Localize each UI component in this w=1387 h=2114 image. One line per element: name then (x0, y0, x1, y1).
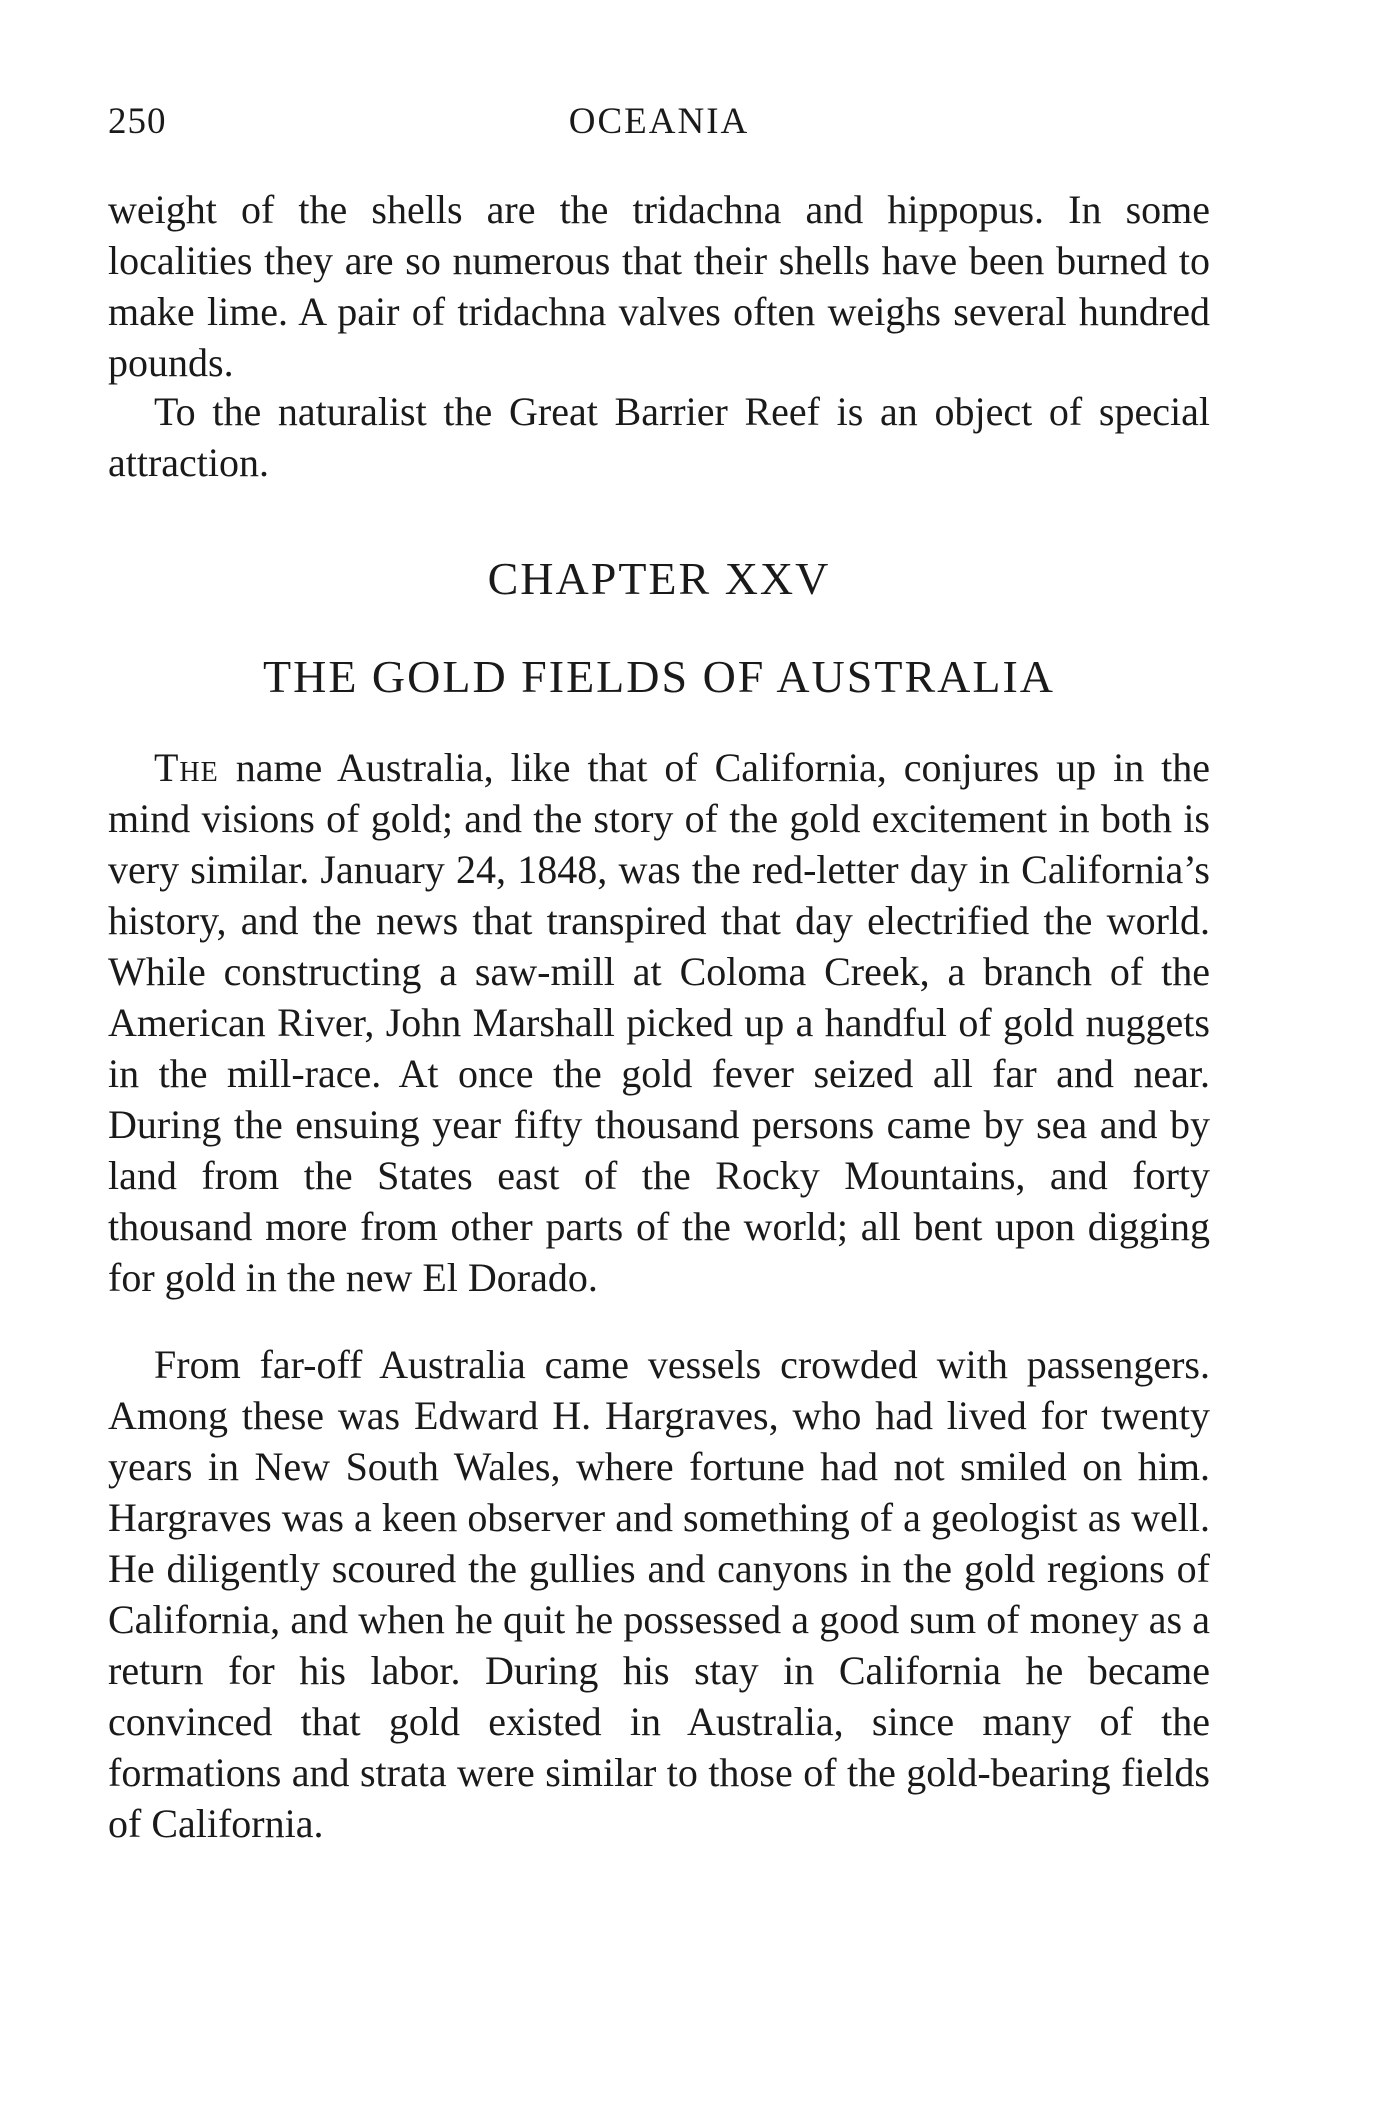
paragraph-continued (108, 184, 1210, 388)
paragraph-text: From far-off Australia came vessels crowded with passengers. Among these was Edward H. Hargraves, who had lived for twenty years in New South Wales, where fortune had not smiled on him. Hargraves was a keen observer and something of a geologist as well. He diligently scoured the gullies and canyons in the gold regions of California, and when he quit he possessed a good sum of money as a return for his labor. During his stay in California he became convinced that gold existed in Australia, since many of the formations and strata were similar to those of the gold-bearing fields of California. (108, 1342, 1210, 1846)
paragraph-text: weight of the shells are the tridachna and hippopus. In some localities they are so numerous that their shells have been burned to make lime. A pair of tridachna valves often weighs several hundred pounds. (108, 187, 1210, 385)
paragraph-text (108, 742, 1210, 1303)
paragraph-text: To the naturalist the Great Barrier Reef is an object of special attraction. (108, 389, 1210, 485)
running-head (108, 100, 1210, 150)
page-number: 250 (108, 101, 167, 142)
running-title: OCEANIA (568, 101, 750, 142)
chapter-title: THE GOLD FIELDS OF AUSTRALIA (263, 651, 1055, 702)
paragraph-hargraves (108, 1339, 1210, 1849)
chapter-number: CHAPTER XXV (487, 553, 831, 604)
paragraph-naturalist (108, 386, 1210, 488)
paragraph-body: name Australia, like that of California, conjures up in the mind visions of gold; and the story of the gold excitement in both is very similar. January 24, 1848, was the red-letter day in California’s history, and the news that transpired that day electrified the world. While constructing a saw-mill at Coloma Creek, a branch of the American River, John Marshall picked up a handful of gold nuggets in the mill-race. At once the gold fever seized all far and near. During the ensuing year fifty thousand persons came by sea and by land from the States east of the Rocky Mountains, and forty thousand more from other parts of the world; all bent upon digging for gold in the new El Dorado. (108, 745, 1210, 1300)
opening-word: The (154, 745, 219, 790)
paragraph-chapter-opening (108, 742, 1210, 1303)
